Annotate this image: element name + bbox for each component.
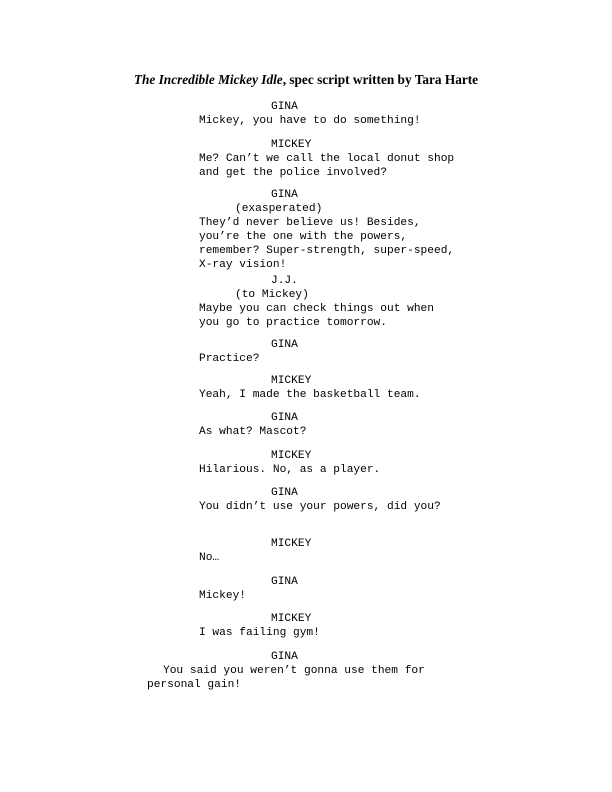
dialogue-line: I was failing gym!: [199, 627, 320, 639]
dialogue-line: X-ray vision!: [199, 259, 287, 271]
character-name: MICKEY: [271, 538, 312, 550]
document-title: [0, 72, 612, 88]
dialogue-line: As what? Mascot?: [199, 426, 307, 438]
dialogue-line: you’re the one with the powers,: [199, 231, 408, 243]
character-name: GINA: [271, 576, 298, 588]
character-name: GINA: [271, 651, 298, 663]
dialogue-line: Maybe you can check things out when: [199, 303, 434, 315]
character-name: GINA: [271, 189, 298, 201]
parenthetical: (exasperated): [235, 203, 323, 215]
dialogue-line: you go to practice tomorrow.: [199, 317, 387, 329]
character-name: J.J.: [271, 275, 298, 287]
character-name: MICKEY: [271, 613, 312, 625]
dialogue-line: Mickey!: [199, 590, 246, 602]
dialogue-line: Hilarious. No, as a player.: [199, 464, 381, 476]
dialogue-line: No…: [199, 552, 220, 564]
dialogue-line: They’d never believe us! Besides,: [199, 217, 421, 229]
character-name: MICKEY: [271, 375, 312, 387]
character-name: MICKEY: [271, 139, 312, 151]
show-title: The Incredible Mickey Idle: [133, 72, 283, 87]
character-name: GINA: [271, 339, 298, 351]
dialogue-line: You didn’t use your powers, did you?: [199, 501, 441, 513]
dialogue-line: Mickey, you have to do something!: [199, 115, 421, 127]
dialogue-line: and get the police involved?: [199, 167, 387, 179]
dialogue-line: Practice?: [199, 353, 260, 365]
dialogue-line: personal gain!: [147, 679, 241, 691]
dialogue-line: You said you weren’t gonna use them for: [163, 665, 425, 677]
dialogue-line: Yeah, I made the basketball team.: [199, 389, 421, 401]
character-name: MICKEY: [271, 450, 312, 462]
title-byline: , spec script written by Tara Harte: [282, 72, 479, 87]
character-name: GINA: [271, 101, 298, 113]
character-name: GINA: [271, 487, 298, 499]
character-name: GINA: [271, 412, 298, 424]
dialogue-line: Me? Can’t we call the local donut shop: [199, 153, 455, 165]
parenthetical: (to Mickey): [235, 289, 309, 301]
dialogue-line: remember? Super-strength, super-speed,: [199, 245, 455, 257]
